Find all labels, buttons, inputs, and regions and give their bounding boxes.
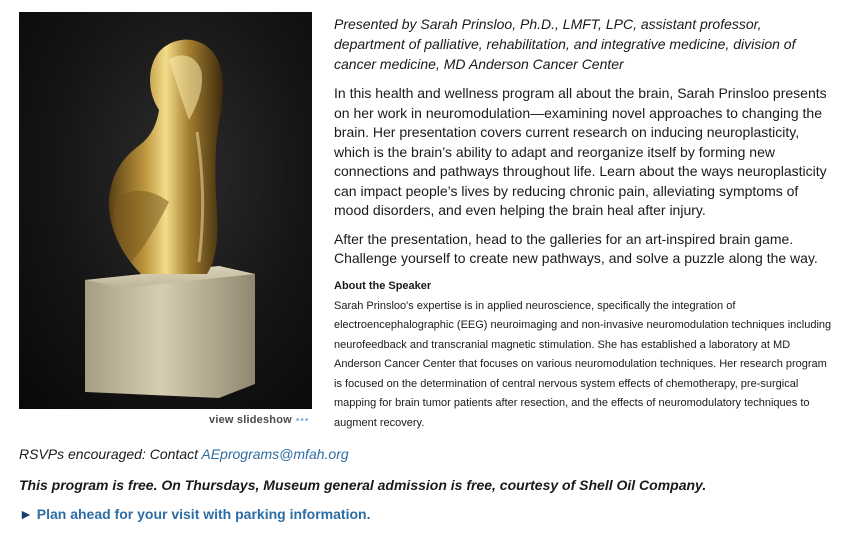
view-slideshow-link[interactable] bbox=[209, 414, 309, 426]
program-description: In this health and wellness program all about the brain, Sarah Prinsloo presents on her work in neuromodulation—examining novel approaches to changing the brain. Her presentation covers current research on inducing neuroplasticity, which is the brain’s ability to adapt and reorganize itself by forming new connections and pathways throughout life. Learn about the ways neuroplasticity can impact people’s lives by reducing chronic pain, alleviating symptoms of mood disorders, and even helping the brain heal after injury. bbox=[334, 85, 827, 218]
rsvp-prefix: RSVPs encouraged: Contact bbox=[19, 446, 202, 462]
sculpture-illustration bbox=[19, 12, 312, 409]
rsvp-line bbox=[19, 446, 349, 462]
event-details bbox=[334, 14, 832, 433]
play-arrow-icon: ► bbox=[19, 506, 33, 522]
after-presentation-note: After the presentation, head to the galleries for an art-inspired brain game. Challenge yourself to create new pathways, and solve a puzzle along the way. bbox=[334, 230, 818, 266]
parking-info-link[interactable]: Plan ahead for your visit with parking information. bbox=[36, 506, 371, 522]
presenter-credit: Presented by Sarah Prinsloo, Ph.D., LMFT, LPC, assistant professor, department of palliative, rehabilitation, and integrative medicine, division of cancer medicine, MD Anderson Cancer Center bbox=[334, 16, 796, 72]
rsvp-email-link[interactable]: AEprograms@mfah.org bbox=[201, 446, 349, 462]
plan-visit-line bbox=[19, 506, 370, 522]
free-admission-note: This program is free. On Thursdays, Museum general admission is free, courtesy of Shell Oil Company. bbox=[19, 477, 707, 493]
about-speaker-text: Sarah Prinsloo's expertise is in applied neuroscience, specifically the integration of electroencephalographic (EEG) neuroimaging and non-invasive neuromodulation techniques including neurofeedback and transcranial magnetic stimulation. She has established a laboratory at MD Anderson Cancer Center that focuses on various neuromodulation techniques. Her research program is focused on the determination of central nervous system effects of chemotherapy, pre-surgical mapping for brain tumor patients after resection, and the effects of neuromodulatory techniques to augment recovery. bbox=[334, 299, 832, 429]
sculpture-image[interactable] bbox=[19, 12, 312, 409]
slideshow-dots-icon: ••• bbox=[295, 415, 310, 426]
about-speaker-heading: About the Speaker bbox=[334, 279, 432, 292]
slideshow-label[interactable]: view slideshow bbox=[209, 414, 292, 426]
